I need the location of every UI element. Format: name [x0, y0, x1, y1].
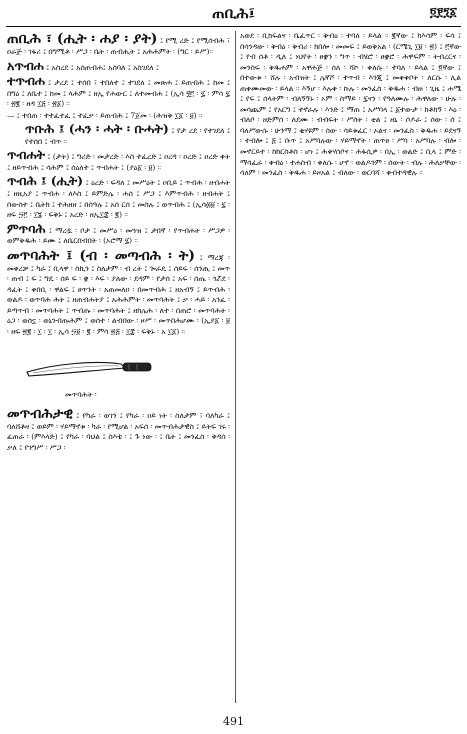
entry-headword: ምጥባሕ: [7, 220, 46, 236]
right-column: [240, 31, 461, 703]
entry-headword: መጥባሕት ፤ (ብ ፡ መጣብሕ ፡ ት): [7, 247, 196, 264]
dictionary-entry: [7, 59, 230, 74]
entry-headword: ተጥብሐ: [7, 73, 45, 89]
dictionary-entry: [7, 222, 230, 247]
running-head-title: ጠቢሕ፤: [212, 4, 255, 22]
entry-headword: አጥብሐ: [7, 57, 44, 73]
entry-definition: ፤ ዕረድ ፡ ፍዳለ ፤ መሥዕት ፤ ዐቢይ ፤ ጥብሕ ፡ ዘብሐት ፤ ዘዚአያ ፤ ጥብሐ ፡ ለእስ ፤ ይምድሌ ፡ ሐሰ ፤ ሥጋ ፤ እምጥብሕ ፡ ዘብሐት ፤ በውስተ ፤ ቤትክ ፤ ተሕዘዘ ፤ በሰዓሉ ፤ አሰ ርሰ ፤ መስሉ ፤ ወጥብሕ ፤ (ኢሳ፴፱ ፡ ፯ ፡ ዘፍ ፵፫ ፡ ፲፮ ፡ ፍቅኑ ፤ አረድ ፡ ዘኢ፲፰ ፡ ፪) ።: [7, 178, 230, 220]
entry-list: [7, 31, 230, 338]
entry-definition: — ፤ ተበጠ ፡ ተተፈተፈ ፤ ተፈቃ ፡ ይጠብሕ ፤ 7ጀመ ፡ (ሕዝቅ ፲፩ ፡ ፱) ።: [7, 110, 203, 120]
entry-list-continued: [7, 406, 230, 454]
entry-definition: ፤ የካራ ፡ ወገን ፤ የካራ ፡ ዐይ ነት ፡ ስለታም ፣ ባለካራ ፤ ባለሸቶዛ ፤ ወይም ፡ ሃይማኖቱ ፡ ካራ ፡ የሚሆል ፡ አፍሰ ፡ መጥብሕታዊስ ፤ ይትፍ ገሩ ፡ ፈጠራ ፡ (ምእላድ) ፤ የካራ ፡ ባህል ፤ ስእቴ ፡ ፤ ጉ ነው ፡ ፤ ቤት ፤ መንፈስ ፡ ቅዳሰ ፡ ቃለ ፤ የንግሥ ፡ ሥጋ ፡: [7, 410, 230, 452]
entry-definition: ፤ ታረደ ፤ ተሰበ ፣ ተበለተ ፤ ተገደለ ፤ መጽሐ ፤ ይጠብሕ ፤ ከመ ፤ በግዕ ፤ ለቤተ ፤ ከመ ፤ ላሕም ፤ ዘኢ የሐውር ፤ ለተመብሐ ፤ (ኢሳ ፶፫ ፡ ፯ ፡ ምሳ ፯ ፡ ፳፪ ፡ ዘዳ ፲፭ ፡ ፳፩) ።: [7, 78, 230, 109]
entry-definition: ፤ የታ ረደ ፡ የተገደለ ፤ የተሰበ ፤ ብጥ ።: [25, 126, 230, 146]
entry-headword: ጥብሕ ፤ (ሒት): [7, 173, 84, 189]
entry-definition: ፤ ማረጃ ፡ መቀረቻ ፤ ካራ ፤ ቢላዋ ፡ ስኪን ፤ ስለታም ፡ ብ ረት ፤ ጐራዴ ፤ ሰይፍ ፡ ሰንጢ ፤ መጥ ፡ ጠብ ፤ ፍ ፤ ግዴ ፡ ሰይ ፍ ፡ ቋ ፡ እፍ ፡ ያለው ፡ ደዳም ፡ የታሰ ፤ አፍ ፡ ሰጤ ፡ ጎሯደ ፡ ዳፈት ፤ ቀበቢ ፡ ዋልፍ ፤ ፀጥንት ፡ አጠመለዐ ፡ በመጥብሕ ፤ ዘአብኝ ፤ ይጥብሕ ፡ ወልዶ ፡ ወጥባሕ ሕት ፤ ዘጠብሐትያ ፤ አሕሕምት ፡ መጥባሕት ፤ ቃ ፡ ሓይ ፡ አንፈ ፡ ይጣጥብ ፡ መጥባሕት ፤ ጥብጡ ፡ መጥባሕት ፤ ዘክሌሕ ፡ ለተ ፡ በጠሮ ፡ መጥባሕት ፡ ዕጋ ፡ ወስኗ ፡ ወኒንብጡሕም ፤ ወሰተ ፡ ልብበው ፡ ዞሥ ፡ መጥበሕሆሙ ፡ (ኢያ፩ ፡ ፱ ፡ ዘፍ ፳፪ ፡ ፲ ፡ ፲ ፡ ኢሳ ፵፱ ፡ ፪ ፡ ምሳ ፳፭ ፡ ፲፰ ፡ ፍቅኑ ፡ አ ፲፩) ።: [7, 252, 230, 337]
dictionary-entry: [7, 248, 230, 338]
column-divider: [235, 31, 236, 703]
right-column-text: አወደ ፡ ቢክፍልና ፡ ቤፈጥር ፡ ቅብዕ ፡ ተባለ ፡ ይላል ። ፪ኛው ፤ ክእሳም ፡ ፍሳ ፤ በሳንዳው ፡ ቅብዕ ፡ ቅብሪ ፡ ክበሎ ፡ መመፍ ፤ ይወቅአል ፡ (ርሜጊ ፲፱ ፡ ፳) ፤ ፫ኛው ፤ የብ ሰቶ ፡ ዲለ ፤ ነህየት ፡ ፀቋን ፡ ግጥ ፡ ብሄሮ ፡ ፀቋሮ ፡ ሕዋፍም ፡ ትብረርና ፡ መንስፍ ፡ ቅዱሐም ፡ አዋሐጅ ፡ ሰለ ፡ ሻኮ ፡ ቀለሱ ፡ ተባለ ፡ ይላል ፤ ፬ኛው ፤ በተውቱ ፡ ሸሉ ፡ አብዝት ፤ ሌኛሾ ፡ ተጥብ ፡ እንጂ ፤ መቀቀቦት ፡ ለርሱ ፡ ሊል ጠቀሙመው ፡ ይላል ። እኝሆ ፡ እሉቀ ፡ ኩሉ ፡ መንፈስ ፡ ቅዱሐ ፡ ብዙ ፡ ጊዜ ፤ ሐሜ ፤ የፍ ፤ ሰላትም ፡ ብለኝኝኑ ፡ ኦም ፡ ስማይ ፡ ፯ናን ፡ የዓለሙሉ ፡ ሕዋለው ፡ ሁሉ ፡ መሳጨም ፤ የአርግ ፤ ተኖራሉ ፡ እንድ ፤ ማጠ ፤ አሥባላ ፤ ፩ተውታ ፡ ከቶክኝ ፡ እዕ ፡ ብለቦ ፡ ዘድምሰ ፡ ለደሙ ፡ ብብፍት ፡ ሥሰት ፡ ቲል ፤ ዘኒ ፡ ሶዶራ ፤ ሰው ፡ ሰ ፤ ባለሥውሱ ፡ ሁንማ ፤ ቂሃዩም ፡ ሰው ፡ ሳይቱፈር ፡ ኦልና ፡ መንፈስ ፡ ቅዱሐ ፡ ይደናኝ ፡ ተብሎ ፤ ፭ ፤ ቡጥ ፤ አሥባሉው ፡ ሃይማኖት ፡ ጠጥፀ ፡ ሥባ ፡ አሥባሉ ፡ ብሎ ፡ መኖርይተ ፡ ከክርስቶስ ፡ ሆነ ፤ ሕቀሃሰቦና ፡ ሕፋሲዎ ፡ በኢ ፡ ወልድ ፤ ቢላ ፤ ምድ ፡ ማሳፈራ ፡ ቀብዕ ፡ ተሐስብ ፡ ቀለሱ ፡ ሆኖ ፡ ወልዶንም ፡ ሰውት ፡ ብሉ ፡ ሕለቃቸው ፡ ሳለም ፡ መንፈስ ፡ ቅዱሐ ፡ ይዞአል ፤ ብለው ፡ ወርባሻ ፡ ቀብተዳዊሉ ።: [240, 31, 461, 178]
knife-icon: [25, 350, 155, 386]
dictionary-entry: [7, 148, 230, 173]
entry-definition: ፤ ማረዷ ፡ ቦታ ፤ መሥዕ ፡ መጓዝ ፤ ታበኛ ፡ የጥብሐት ፡ ሥጋዎ ፡ ወምቅዱሕ ፡ ይሙ ፤ ለቤርበብበት ፡ (ኦሮማ ፯) ።: [7, 225, 230, 246]
entry-headword: ጥቡሕ ፤ (ሓን ፡ ሓት ፡ ቡሓት): [25, 121, 169, 137]
entry-definition: ፤ የሚ ረድ ፤ የሚሰብሕ ፣ ዐራጅ ፡ ገፋሪ ፤ በግሚቶ ፡ ሥጋ ፡ ቤት ፡ ጠብሒት ፤ አሕሕምት ፡ (ግር ፡ ይሥ)።: [7, 36, 230, 56]
entry-headword: ጠቢሕ ፣ (ሒት ፡ ሐያ ፡ ያት): [7, 31, 158, 47]
page-number: 491: [223, 715, 244, 728]
entry-headword: ጥብሐት: [7, 147, 45, 163]
dictionary-entry: [7, 31, 230, 58]
header-rule: [6, 26, 461, 27]
entry-definition: ፤ (ታት) ፤ ግሪድ ፡ መታረድ ፡ እስ ተፈረድ ፤ ዐረዳ ፡ ዐረድ ፤ ዐረድ ቀት ፤ ዘይጥብሕ ፤ ሳሕም ፤ ሰዕለተ ፤ ጥብሐት ፤ (ያዕ፩ ፡ ፱) ።: [7, 152, 230, 172]
entry-definition: ፤ አስረደ ፤ አስጠብሐ፤ አስባለ ፤ አስገደለ ፤: [46, 62, 159, 72]
dictionary-entry: [7, 111, 230, 122]
running-head-page-numeral: ፬፻፺፩: [429, 5, 457, 19]
running-head: [8, 4, 459, 26]
dictionary-entry: [7, 74, 230, 110]
left-column: [7, 31, 230, 703]
dictionary-entry: [7, 406, 230, 454]
entry-headword: መጥብሕታዊ: [7, 405, 73, 422]
illustration: [7, 342, 230, 404]
illustration-caption: መጥባሕት ፡: [65, 389, 97, 399]
dictionary-entry: [7, 174, 230, 220]
dictionary-entry: [25, 122, 230, 147]
